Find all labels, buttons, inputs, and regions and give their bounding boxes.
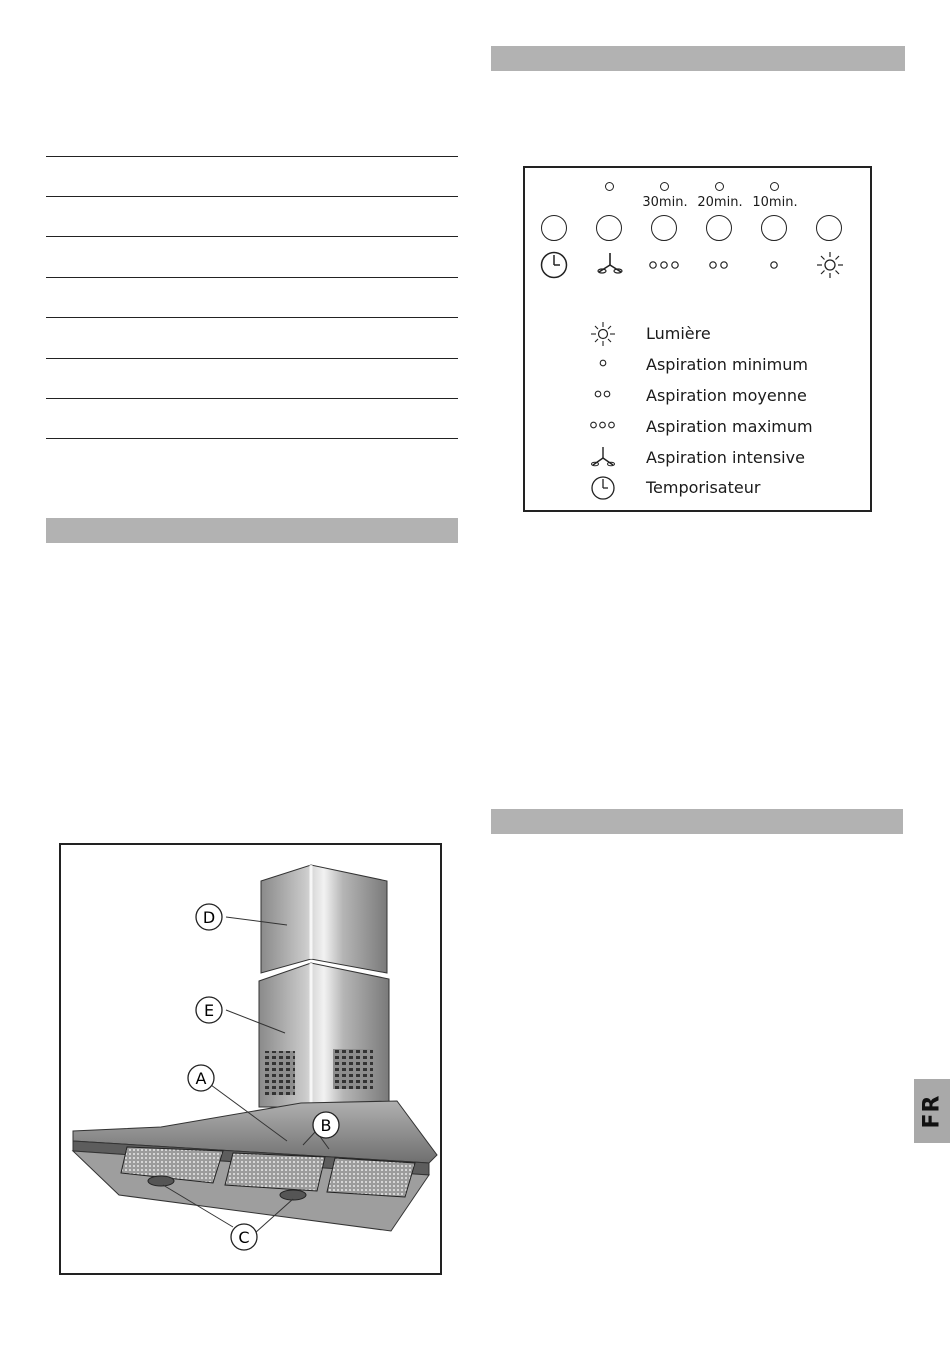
timer-icon (585, 474, 621, 502)
fan-speed-3-icon (585, 413, 621, 441)
section-bar-top-right (491, 46, 905, 71)
speed-2-button[interactable] (706, 215, 732, 241)
callout-b: B (320, 1116, 332, 1135)
speed-3-button[interactable] (651, 215, 677, 241)
rule-3 (46, 236, 458, 237)
light-icon (815, 250, 845, 280)
legend-row-minimum (585, 351, 875, 379)
timer-led-20 (715, 182, 724, 191)
hood-illustration (59, 843, 442, 1275)
rule-8 (46, 438, 458, 439)
control-panel-diagram (523, 166, 872, 512)
section-bar-bottom-right (491, 809, 903, 834)
callout-d: D (202, 908, 216, 927)
speed-1-button[interactable] (761, 215, 787, 241)
legend-row-light (585, 320, 875, 348)
timer-led-30 (660, 182, 669, 191)
range-hood-drawing (61, 845, 440, 1273)
rule-4 (46, 277, 458, 278)
fan-speed-3-icon (647, 258, 683, 272)
section-bar-left (46, 518, 458, 543)
legend-label-medium: Aspiration moyenne (646, 386, 807, 405)
timer-label-30: 30min. (642, 195, 688, 210)
timer-icon (539, 250, 569, 280)
rule-2 (46, 196, 458, 197)
intensive-button[interactable] (596, 215, 622, 241)
legend-label-light: Lumière (646, 324, 711, 343)
timer-label-10: 10min. (752, 195, 798, 210)
legend-row-maximum (585, 413, 875, 441)
intensive-fan-icon (585, 444, 621, 472)
timer-led-power (605, 182, 614, 191)
light-icon (585, 320, 621, 348)
fan-speed-1-icon (585, 351, 621, 379)
callout-c: C (238, 1228, 250, 1247)
intensive-fan-icon (595, 250, 625, 280)
language-tab (914, 1079, 950, 1143)
rule-6 (46, 358, 458, 359)
timer-button[interactable] (541, 215, 567, 241)
legend-row-intensive (585, 444, 875, 472)
callout-a: A (195, 1069, 207, 1088)
timer-label-20: 20min. (697, 195, 743, 210)
light-button[interactable] (816, 215, 842, 241)
fan-speed-2-icon (585, 382, 621, 410)
rule-5 (46, 317, 458, 318)
fan-speed-2-icon (706, 258, 734, 272)
legend-label-intensive: Aspiration intensive (646, 448, 805, 467)
legend-label-maximum: Aspiration maximum (646, 417, 813, 436)
fan-speed-1-icon (767, 258, 781, 272)
language-tab-label: FR (919, 1094, 945, 1128)
rule-7 (46, 398, 458, 399)
callout-e: E (203, 1001, 215, 1020)
legend-row-medium (585, 382, 875, 410)
rule-1 (46, 156, 458, 157)
timer-led-10 (770, 182, 779, 191)
legend-label-timer: Temporisateur (646, 478, 761, 497)
legend-label-minimum: Aspiration minimum (646, 355, 808, 374)
legend-row-timer (585, 474, 875, 502)
